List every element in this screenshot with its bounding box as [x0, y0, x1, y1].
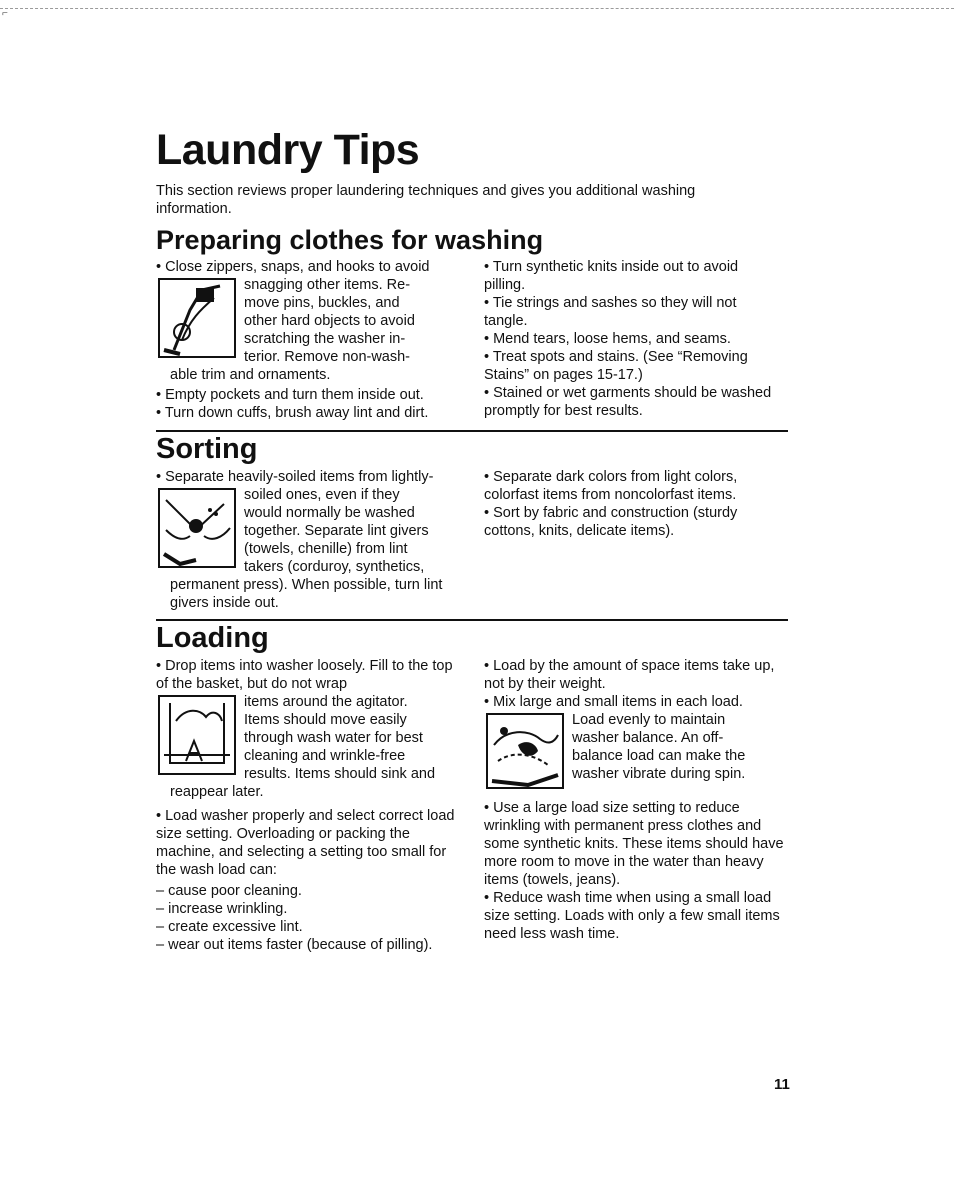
section-title-sorting: Sorting — [156, 433, 258, 465]
sub-list-item: – wear out items faster (because of pilling). — [156, 937, 433, 953]
sorting-clothes-illustration-icon — [158, 488, 236, 568]
sorting-left-column — [156, 468, 461, 612]
section-divider — [156, 619, 788, 621]
list-item: • Drop items into washer loosely. Fill to the top of the basket, but do not wrap — [156, 658, 453, 692]
list-item: • Use a large load size setting to reduce wrinkling with permanent press clothes and some synthetic knits. These items should have more room to move in the water than heavy items (towels, jeans). — [484, 800, 784, 888]
sub-list-item: – cause poor cleaning. — [156, 883, 302, 899]
figure-row — [156, 486, 461, 576]
list-item: • Separate heavily-soiled items from lightly- — [156, 469, 434, 485]
sub-list-item: – increase wrinkling. — [156, 901, 288, 917]
list-item: • Separate dark colors from light colors, colorfast items from noncolorfast items. — [484, 469, 738, 503]
figure-row — [156, 276, 461, 366]
page-title: Laundry Tips — [156, 126, 420, 174]
list-item: • Stained or wet garments should be washed promptly for best results. — [484, 385, 772, 419]
list-item: • Treat spots and stains. (See “Removing Stains” on pages 15-17.) — [484, 349, 748, 383]
paragraph-continuation: able trim and ornaments. — [170, 367, 331, 383]
sub-list-item: – create excessive lint. — [156, 919, 303, 935]
sorting-right-column — [484, 468, 779, 540]
figure-row — [484, 711, 789, 789]
figure-text: snagging other items. Re- move pins, buckles, and other hard objects to avoid scratching the washer in- terior. Remove non-wash- — [244, 277, 415, 365]
list-item: • Sort by fabric and construction (sturdy cottons, knits, delicate items). — [484, 505, 738, 539]
section-divider — [156, 430, 788, 432]
paragraph-continuation: permanent press). When possible, turn lint givers inside out. — [170, 577, 443, 611]
section-title-preparing: Preparing clothes for washing — [156, 225, 544, 255]
list-item: • Close zippers, snaps, and hooks to avoid — [156, 259, 430, 275]
loading-left-column — [156, 657, 461, 954]
figure-text: Load evenly to maintain washer balance. An off- balance load can make the washer vibrate during spin. — [572, 712, 746, 782]
paragraph-continuation: reappear later. — [170, 784, 264, 800]
corner-mark: ⌐ — [2, 8, 8, 19]
preparing-right-column — [484, 258, 779, 420]
top-dashed-rule — [0, 8, 954, 9]
list-item: • Mend tears, loose hems, and seams. — [484, 331, 731, 347]
zipper-illustration-icon — [158, 278, 236, 358]
list-item: • Reduce wash time when using a small load size setting. Loads with only a few small items need less wash time. — [484, 890, 780, 942]
figure-row — [156, 693, 461, 783]
preparing-left-column — [156, 258, 461, 422]
washer-basket-illustration-icon — [158, 695, 236, 775]
list-item: • Load by the amount of space items take up, not by their weight. — [484, 658, 775, 692]
page-number: 11 — [774, 1076, 790, 1093]
list-item: • Turn synthetic knits inside out to avoid pilling. — [484, 259, 739, 293]
intro-text: This section reviews proper laundering techniques and gives you additional washing information. — [156, 183, 696, 217]
list-item: • Empty pockets and turn them inside out. — [156, 387, 424, 403]
section-title-loading: Loading — [156, 622, 269, 654]
list-item: • Load washer properly and select correct load size setting. Overloading or packing the machine, and selecting a setting too small for the wash load can: — [156, 808, 455, 878]
figure-text: items around the agitator. Items should move easily through wash water for best cleaning and wrinkle-free results. Items should sink and — [244, 694, 436, 782]
list-item: • Mix large and small items in each load. — [484, 694, 743, 710]
list-item: • Tie strings and sashes so they will not tangle. — [484, 295, 737, 329]
loading-right-column — [484, 657, 789, 943]
mixed-load-illustration-icon — [486, 713, 564, 789]
figure-text: soiled ones, even if they would normally be washed together. Separate lint givers (towels, chenille) from lint takers (corduroy, synthetics, — [244, 487, 429, 575]
list-item: • Turn down cuffs, brush away lint and dirt. — [156, 405, 429, 421]
